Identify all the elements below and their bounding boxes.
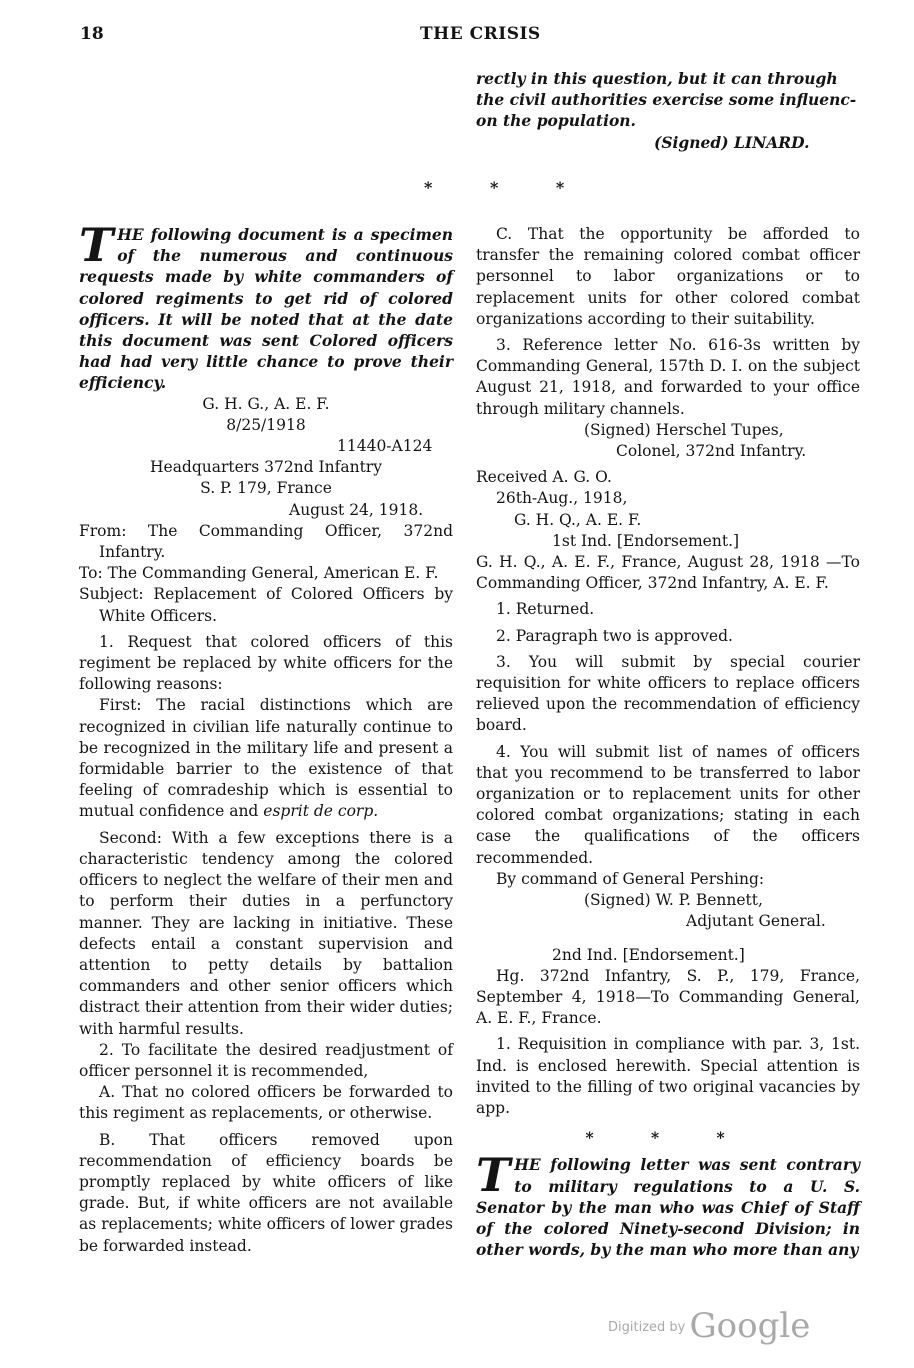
fragment-line-1: rectly in this question, but it can through <box>476 69 838 88</box>
section-separator-2: * * * <box>585 1128 751 1148</box>
heading-ghg: G. H. G., A. E. F. <box>202 394 330 413</box>
received-line-2: 26th-Aug., 1918, <box>496 489 628 508</box>
first-endorsement-header: G. H. Q., A. E. F., France, August 28, 1918 —To Commanding Officer, 372nd Infantry, A. E. F. <box>476 553 860 593</box>
watermark-prefix: Digitized by <box>608 1320 686 1335</box>
bennett-signature: (Signed) W. P. Bennett, <box>584 891 763 910</box>
subject-line: Subject: Replacement of Colored Officers by White Officers. <box>79 585 453 625</box>
bennett-title: Adjutant General. <box>686 912 826 931</box>
right-column <box>476 224 860 1260</box>
second-endorsement-title: 2nd Ind. [Endorsement.] <box>552 945 745 964</box>
paragraph-1: 1. Request that colored officers of this regiment be replaced by white officers for the following reasons: <box>79 632 453 694</box>
file-number: 11440-A124 <box>337 437 433 456</box>
reply-1: 1. Returned. <box>496 600 595 619</box>
paragraph-3: 3. Reference letter No. 616-3s written by Commanding General, 157th D. I. on the subject August 21, 1918, and forwarded to your office through military channels. <box>476 336 860 418</box>
google-logo: Google <box>689 1306 811 1346</box>
paragraph-b: B. That officers removed upon recommendation of efficiency boards be promptly replaced by white officers of like grade. But, if white officers are not available as replacements; white officers of lower grades be forwarded instead. <box>79 1130 453 1255</box>
heading-date: 8/25/1918 <box>226 415 306 434</box>
first-reason <box>79 695 453 822</box>
tupes-signature: (Signed) Herschel Tupes, <box>584 420 784 439</box>
reply-3: 3. You will submit by special courier requisition for white officers to replace officers relieved upon the recommendation of efficiency board. <box>476 652 860 735</box>
letter-date: August 24, 1918. <box>289 500 424 519</box>
from-line: From: The Commanding Officer, 372nd Infantry. <box>79 521 453 562</box>
fragment-line-2: the civil authorities exercise some influenc- <box>476 90 857 110</box>
section-separator: * * * <box>424 178 591 197</box>
esprit-de-corp: esprit de corp. <box>263 802 379 821</box>
intro-paragraph <box>79 218 453 394</box>
page-header <box>80 24 864 48</box>
received-line-1: Received A. G. O. <box>476 468 612 487</box>
reply-4: 4. You will submit list of names of officers that you recommend to be transferred to labor organization or to replacement units for other colored combat organizations; stating in each case the qualifications of the officers recommended. <box>476 742 860 867</box>
first-reason-text: First: The racial distinctions which are recognized in civilian life naturally continue to be recognized in the military life and present a formidable barrier to the existence of that feeling of comradeship which is essential to mutual confidence and <box>79 696 453 821</box>
paragraph-c: C. That the opportunity be afforded to transfer the remaining colored combat officer personnel to labor organizations or to replacement units for other colored combat organizations according to their suitability. <box>476 225 860 328</box>
letter-dropcap: T <box>476 1148 511 1203</box>
top-right-fragment <box>476 68 860 153</box>
reply-2: 2. Paragraph two is approved. <box>496 626 733 645</box>
first-endorsement-title: 1st Ind. [Endorsement.] <box>552 531 740 550</box>
tupes-title: Colonel, 372nd Infantry. <box>616 442 807 461</box>
paragraph-2: 2. To facilitate the desired readjustment of officer personnel it is recommended, <box>79 1040 453 1080</box>
headquarters-line: Headquarters 372nd Infantry <box>150 458 382 477</box>
page-number: 18 <box>80 24 104 44</box>
running-title: THE CRISIS <box>420 24 541 44</box>
to-line: To: The Commanding General, American E. F. <box>79 564 439 583</box>
intro-dropcap: T <box>79 218 114 272</box>
intro-text: HE following document is a specimen of the numerous and continuous requests made by white commanders of colored regiments to get rid of colored officers. It will be noted that at the date this document was sent Colored officers had had very little chance to prove their efficiency. <box>79 225 453 393</box>
paragraph-a: A. That no colored officers be forwarded to this regiment as replacements, or otherwise. <box>79 1083 453 1123</box>
second-endorsement-header: Hg. 372nd Infantry, S. P., 179, France, September 4, 1918—To Commanding General, A. E. F., France. <box>476 966 860 1028</box>
left-column <box>79 218 453 1257</box>
received-line-3: G. H. Q., A. E. F. <box>514 510 642 529</box>
command-line: By command of General Pershing: <box>496 869 765 888</box>
fragment-line-3: on the population. <box>476 111 636 131</box>
letter-intro-paragraph <box>476 1148 860 1260</box>
linard-signature: (Signed) LINARD. <box>654 132 810 152</box>
second-reason: Second: With a few exceptions there is a characteristic tendency among the colored officers to neglect the welfare of their men and to perform their duties in a perfunctory manner. They are lacking in initiative. These defects entail a constant supervision and attention to petty details by battalion commanders and other senior officers which distract their attention from their wider duties; with harmful results. <box>79 828 453 1038</box>
sp-line: S. P. 179, France <box>200 479 332 498</box>
letter-intro-text: HE following letter was sent contrary to military regulations to a U. S. Senator by the man who was Chief of Staff of the colored Ninety-second Division; in other words, by the man who more than any <box>476 1155 860 1260</box>
digitized-watermark <box>608 1306 810 1346</box>
requisition-paragraph: 1. Requisition in compliance with par. 3, 1st. Ind. is enclosed herewith. Special attention is invited to the filling of two original vacancies by app. <box>476 1035 860 1117</box>
